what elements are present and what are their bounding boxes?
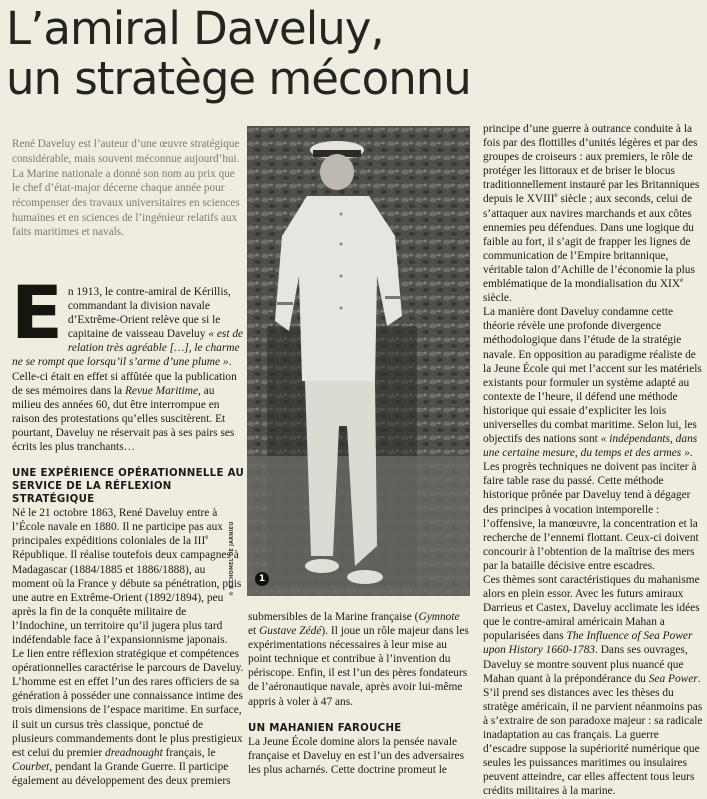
- photo-number-badge: 1: [255, 572, 269, 586]
- title-line-1: L’amiral Daveluy,: [6, 2, 384, 55]
- section2-paragraph-2: La manière dont Daveluy condamne cette théorie révèle une profonde divergence méthodologique dans l’étude de la stratégie navale. En opposition au paradigme réaliste de la Jeune École qui met l’accent sur les matériels existants pour formuler un système adapté au contexte de l’heure, il défend une méthode historique qui essaie d’expliciter les lois universelles du combat maritime. Selon lui, les objectifs des nations sont « indépendants, dans une certaine mesure, du temps et des armes ». Les progrès techniques ne doivent pas inciter à faire table rase du passé. Cette méthode historique prônée par Daveluy tend à dégager des principes à vocation intemporelle : l’offensive, la manœuvre, la concentration et la recherche de l’ennemi flottant. Ceux-ci doivent concourir à l’obtention de la maîtrise des mers par la bataille décisive entre escadres.: [483, 306, 702, 572]
- section1-paragraph-2: Le lien entre réflexion stratégique et compétences opérationnelles caractérise le parcours de Daveluy. L’homme est en effet l’un des rares officiers de sa génération à posséder une connaissance intime des trois dimensions de l’espace maritime. En surface, il suit un cursus très classique, ponctué de plusieurs commandements dont le plus prestigieux est celui du premier dreadnought français, le Courbet, pendant la Grande Guerre. Il participe également au développement des deux premiers: [12, 648, 244, 787]
- section-heading-1: UNE EXPÉRIENCE OPÉRATIONNELLE AU SERVICE DE LA RÉFLEXION STRATÉGIQUE: [12, 468, 245, 506]
- portrait-image: [247, 126, 470, 596]
- mahan-book-title: The Influence of Sea Power upon History 1660-1783: [483, 630, 693, 657]
- article-lede: René Daveluy est l’auteur d’une œuvre stratégique considérable, mais souvent méconnue aujourd’hui. La Marine nationale a donné son nom au prix que le chef d’état-major décerne chaque année pour récompenser des travaux universitaires en sciences humaines et en sciences de l’ingénieur relatifs aux faits maritimes et navals.: [12, 138, 240, 239]
- section-heading-2: UN MAHANIEN FAROUCHE: [248, 722, 402, 734]
- portrait-photo: [247, 126, 470, 596]
- section2-paragraph-3: Ces thèmes sont caractéristiques du mahanisme alors en plein essor. Avec les futurs amiraux Darrieus et Castex, Daveluy acclimate les idées que le contre-amiral américain Mahan a popularisées dans The Influence of Sea Power upon History 1660-1783. Dans ses ouvrages, Daveluy se montre souvent plus nuancé que Mahan quant à la prépondérance du Sea Power. S’il prend ses distances avec les thèses du stratège américain, il ne parvient néanmoins pas à s’extraire de son paradoxe majeur : sa radicale inadaptation au cas français. La guerre d’escadre suppose la supériorité numérique que seules les puissances maritimes ou insulaires peuvent atteindre, car elles affectent tous leurs crédits militaires à la marine.: [483, 574, 703, 798]
- section1-paragraph-2-continued: submersibles de la Marine française (Gymnote et Gustave Zédé). Il joue un rôle majeur dans les expérimentations nécessaires à leur mise au point technique et contribue à l’invention du périscope. Enfin, il est l’un des pères fondateurs de l’aéronautique navale, après avoir lui-même appris à voler à 47 ans.: [248, 611, 469, 708]
- section1-paragraph-1: Né le 21 octobre 1863, René Daveluy entre à l’École navale en 1880. Il ne participe pas aux principales expéditions coloniales de la IIIe République. Il réalise toutefois deux campagnes à Madagascar (1884/1885 et 1886/1888), au moment où la France y débute sa pénétration, puis une autre en Extrême-Orient (1892/1894), peu après la fin de la conquête militaire de l’Indochine, un territoire qu’il jugera plus tard indéfendable face à l’expansionnisme japonais.: [12, 507, 242, 646]
- section2-paragraph-1: La Jeune École domine alors la pensée navale française et Daveluy en est l’un des adversaires les plus acharnés. Cette doctrine promeut le: [248, 735, 465, 776]
- column-3: [483, 122, 703, 799]
- column-1: [10, 271, 245, 788]
- column-2: [248, 610, 470, 777]
- intro-paragraph: En 1913, le contre-amiral de Kérillis, commandant la division navale d’Extrême-Orient relève que si le capitaine de vaisseau Daveluy « est de relation très agréable […], le charme ne se rompt que lorsqu’il s’arme d’une plume ». Celle-ci était en effet si affûtée que la publication de ses mémoires dans la Revue Maritime, au milieu des années 60, dut être interrompue en raison des protestations qu’elles suscitèrent. Et pourtant, Daveluy ne réservait pas à ses pairs ses écrits les plus tranchants…: [10, 271, 244, 454]
- article-title: [6, 4, 471, 104]
- section2-paragraph-1-continued: principe d’une guerre à outrance conduite à la fois par des flottilles d’unités légères et par des groupes de croiseurs : aux premiers, le rôle de protéger les littoraux et de briser le blocus traditionnellement instauré par les Britanniques depuis le XVIIIe siècle ; aux seconds, celui de s’attaquer aux navires marchands et aux côtes ennemies peu défendues. Dans une logique du faible au fort, il s’agit de frapper les lignes de communication de l’Empire britannique, véritable talon d’Achille de l’économie la plus emblématique de la mondialisation du XIXe siècle.: [483, 123, 700, 305]
- photo-credit: © B.CHOMEL DE JARNIEU: [229, 521, 235, 596]
- title-line-2: un stratège méconnu: [6, 52, 471, 105]
- kerillis-quote: « est de relation très agréable […], le charme ne se rompt que lorsqu’il s’arme d’une plume »: [12, 328, 244, 369]
- drop-cap: E: [10, 271, 64, 356]
- journal-title: Revue Maritime: [124, 384, 198, 397]
